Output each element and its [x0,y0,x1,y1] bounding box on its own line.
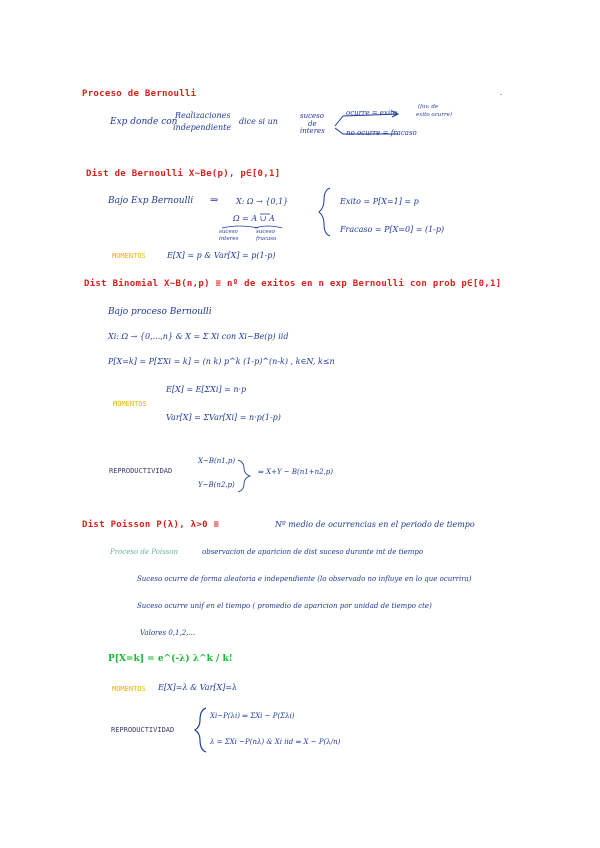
label-reproductividad: REPRODUCTIVIDAD [111,726,175,734]
text-realizaciones: Realizaciones [175,111,231,120]
text-independiente: independiente [173,123,232,132]
text-de: de [308,120,317,128]
text-poisson-def: Nº medio de ocurrencias en el periodo de tiempo [275,520,475,529]
section-title-bernoulli-process: Proceso de Bernoulli [82,89,197,99]
section-title-binomial: Dist Binomial X~B(n,p) ≡ nº de exitos en n exp Bernoulli con prob p∈[0,1] [84,279,502,289]
text-mean-binomial: E[X] = E[ΣXi] = n·p [166,385,247,394]
text-repro-x: X~B(n1,p) [198,457,236,465]
text-suceso-u: suceso [219,229,238,235]
text-momentos-poisson: E[X]=λ & Var[X]=λ [158,683,238,692]
text-implies: ⇒ [210,195,219,206]
text-proceso-def: observacion de aparicion de dist suceso durante int de tiempo [202,548,424,556]
text-pmf-poisson: P[X=k] = e^(-λ) λ^k / k! [108,654,233,664]
text-repro-poisson-2: λ = ΣXi ~P(nλ) & Xi iid ⇒ X ~ P(λ/n) [210,738,341,746]
text-momentos: E[X] = p & Var[X] = p(1-p) [167,251,276,260]
text-fracaso-u: fracaso [256,236,277,242]
text-bajo-proceso: Bajo proceso Bernoulli [108,307,212,317]
text-exp-donde: Exp donde con [110,117,178,127]
text-repro-y: Y~B(n2,p) [198,481,235,489]
label-momentos: MOMENTOS [112,252,146,260]
text-omega-union: Ω = A ∪ A [233,214,275,223]
text-interes: interes [300,127,325,135]
section-title-bernoulli-dist: Dist de Bernoulli X~Be(p), p∈[0,1] [86,169,281,179]
text-no-ocurre-fracaso: no ocurre = fracaso [346,129,417,137]
text-pmf-binomial: P[X=k] = P[ΣXi = k] = (n k) p^k (1-p)^(n-k) , k∈N, k≤n [108,357,335,366]
text-exito-ocurre: exito ocurre) [416,112,452,118]
text-poisson-l2: Suceso ocurre unif en el tiempo ( promedio de aparicion por unidad de tiempo cte) [137,602,432,610]
text-var-binomial: Var[X] = ΣVar[Xi] = n·p(1-p) [166,413,281,422]
label-momentos: MOMENTOS [112,685,146,693]
text-exito-prob: Exito = P[X=1] = p [340,197,419,206]
text-fav-de: (fav. de [418,104,439,110]
text-ocurre-exito: ocurre = exito [346,109,398,117]
text-suceso-u2: suceso [256,229,275,235]
text-poisson-l1: Suceso ocurre de forma aleatoria e independiente (lo observado no influye en lo que ocurrira) [137,575,472,583]
text-interes-u: interes [219,236,239,242]
label-momentos: MOMENTOS [113,400,147,408]
text-poisson-values: Valores 0,1,2,... [140,629,196,637]
section-title-poisson: Dist Poisson P(λ), λ>0 ≡ [82,520,220,530]
text-suceso: suceso [300,112,324,120]
text-dice-si: dice si un [239,117,278,126]
text-bajo-exp: Bajo Exp Bernoulli [108,196,194,206]
text-dot: . [500,89,503,97]
label-reproductividad: REPRODUCTIVIDAD [109,467,173,475]
text-repro-poisson-1: Xi~P(λi) ⇒ ΣXi ~ P(Σλi) [210,712,295,720]
text-def-binomial: Xi: Ω → {0,...,n} & X = Σ Xi con Xi~Be(p) iid [108,332,289,341]
text-fracaso-prob: Fracaso = P[X=0] = (1-p) [340,225,445,234]
text-repro-result: ⇒ X+Y ~ B(n1+n2,p) [258,468,333,476]
text-map: X: Ω → {0,1} [236,197,289,206]
label-proceso-poisson: Proceso de Poisson [110,548,179,556]
